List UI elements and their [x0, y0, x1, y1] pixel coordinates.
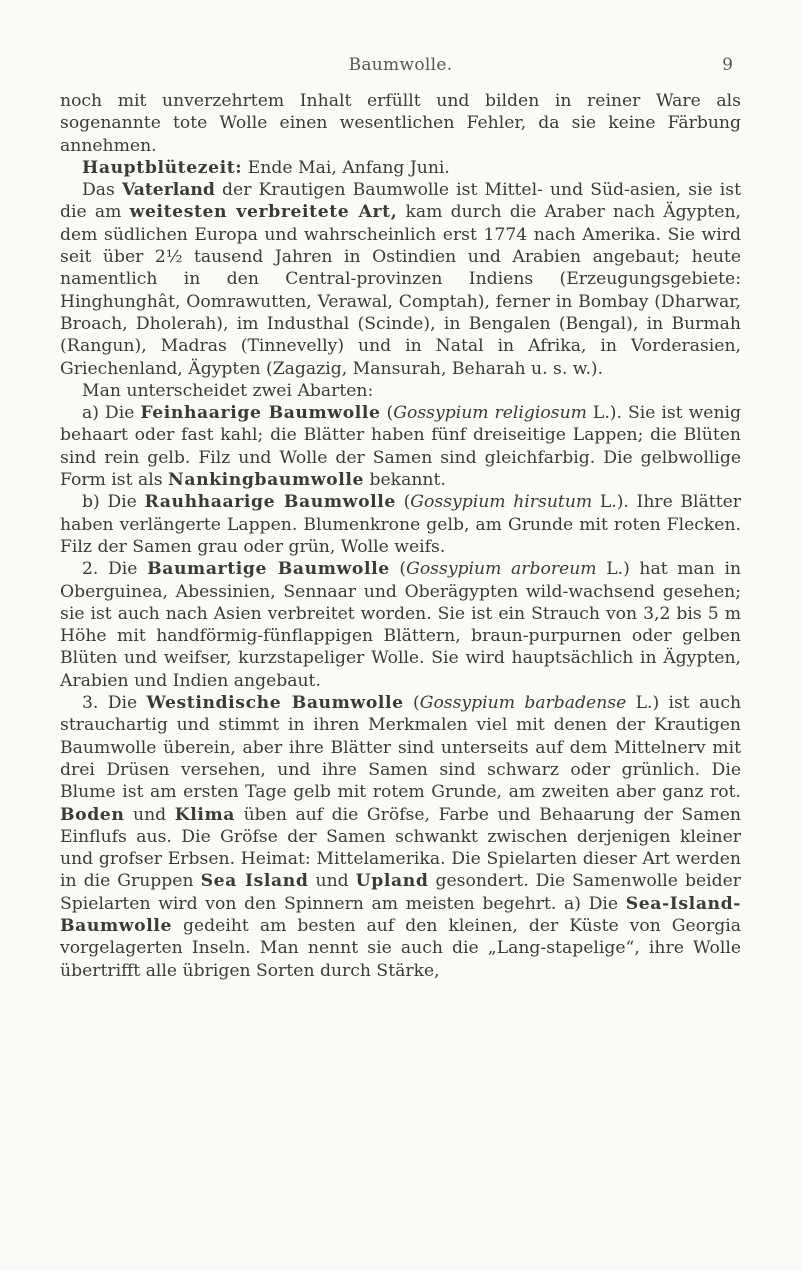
soil-term: Boden — [60, 804, 125, 825]
widest-spread-term: weitesten verbreitete Art, — [129, 202, 398, 223]
variety-a-latin: Gossypium religiosum — [393, 403, 587, 424]
paragraph-varieties-intro: Man unterscheidet zwei Abarten: — [82, 380, 374, 401]
section-3-name: Westindische Baumwolle — [146, 693, 404, 714]
text-run: der Krautigen Baumwolle ist Mittel- und Süd-asien, sie ist die am — [60, 180, 742, 223]
text-run: ( — [403, 693, 420, 714]
paragraph-section-3 — [60, 692, 741, 982]
paragraph-section-2 — [60, 558, 741, 692]
running-title: Baumwolle. — [348, 55, 453, 75]
text-run: b) Die — [82, 492, 145, 513]
paragraph-variety-b — [60, 491, 741, 558]
variety-b-name: Rauhhaarige Baumwolle — [144, 492, 396, 513]
text-run: L.). — [586, 403, 622, 424]
section-2-name: Baumartige Baumwolle — [147, 559, 390, 580]
page-number: 9 — [722, 55, 733, 75]
text-run: ( — [380, 403, 394, 424]
sea-island-term: Sea Island — [200, 871, 309, 892]
body-text — [60, 90, 741, 982]
upland-term: Upland — [355, 871, 429, 892]
bloom-time-text: Ende Mai, Anfang Juni. — [242, 157, 450, 178]
variety-a-name: Feinhaarige Baumwolle — [140, 403, 381, 424]
text-run: gedeiht am besten auf den kleinen, der Küste von Georgia vorgelagerten Inseln. Man nennt sie auch die „Lang-stapelige“, ihre Wolle übertrifft alle übrigen Sorten durch Stärke, — [60, 915, 741, 981]
text-run: und — [124, 804, 175, 825]
homeland-term: Vaterland — [121, 180, 215, 201]
text-run: Sie ist wenig behaart oder fast kahl; die Blätter haben fünf dreiseitige Lappen; die Blüten sind rein gelb. Filz und Wolle der Samen sind gleichfarbig. Die gelbwollige Form ist als — [60, 403, 742, 491]
sea-island-cotton-term: Sea-Island-Baumwolle — [60, 893, 741, 936]
text-run: gesondert. Die Samenwolle beider Spielarten wird von den Spinnern am meisten begehrt. a) Die — [60, 871, 742, 914]
text-run: 2. Die — [82, 559, 148, 580]
text-run: L.). — [592, 492, 629, 513]
text-run: Ihre Blätter haben verlängerte Lappen. Blumenkrone gelb, am Grunde mit roten Flecken. Filz der Samen grau oder grün, Wolle weifs. — [60, 492, 741, 557]
text-run: L.) — [596, 559, 630, 580]
paragraph-bloom-time — [60, 157, 741, 179]
text-run: und — [308, 871, 356, 892]
text-run: ( — [395, 492, 411, 513]
text-run: bekannt. — [364, 470, 446, 491]
text-run: ist auch strauchartig und stimmt in ihren Merkmalen viel mit denen der Krautigen Baumwolle überein, aber ihre Blätter sind unterseits auf dem Mittelnerv mit drei Drüsen versehen, und ihre Samen sind schwarz oder grünlich. Die Blume ist am ersten Tage gelb mit rotem Grunde, am zweiten aber ganz rot. — [60, 693, 742, 803]
text-run: 3. Die — [82, 693, 147, 714]
bloom-time-heading: Hauptblütezeit: — [82, 157, 243, 178]
climate-term: Klima — [174, 804, 236, 825]
text-run: üben auf die Gröfse, Farbe und Behaarung der Samen Einflufs aus. Die Gröfse der Samen schwankt zwischen derjenigen kleiner und grofser Erbsen. Heimat: Mittelamerika. Die Spielarten dieser Art werden in die Gruppen — [60, 804, 741, 892]
section-3-latin: Gossypium barbadense — [419, 693, 627, 714]
text-run: hat man in Oberguinea, Abessinien, Sennaar und Oberägypten wild-wachsend gesehen; sie ist auch nach Asien verbreitet worden. Sie ist ein Strauch von 3,2 bis 5 m Höhe mit handförmig-fünflappigen Blättern, braun-purpurnen oder gelben Blüten und weifser, kurzstapeliger Wolle. Sie wird hauptsächlich in Ägypten, Arabien und Indien angebaut. — [60, 559, 742, 691]
paragraph-continuation: noch mit unverzehrtem Inhalt erfüllt und bilden in reiner Ware als sogenannte tote Wolle einen wesentlichen Fehler, da sie keine Färbung annehmen. — [60, 91, 741, 156]
variety-b-latin: Gossypium hirsutum — [410, 492, 593, 513]
nanking-term: Nankingbaumwolle — [168, 470, 365, 491]
text-run: kam durch die Araber nach Ägypten, dem südlichen Europa und wahrscheinlich erst 1774 nach Amerika. Sie wird seit über 2½ tausend Jahren in Ostindien und Arabien angebaut; heute namentlich in den Central-provinzen Indiens (Erzeugungsgebiete: Hinghunghât, Oomrawutten, Verawal, Comptah), ferner in Bombay (Dharwar, Broach, Dholerah), im Industhal (Scinde), in Bengalen (Bengal), in Burmah (Rangun), Madras (Tinnevelly) und in Natal in Afrika, in Vorderasien, Griechenland, Ägypten (Zagazig, Mansurah, Beharah u. s. w.). — [60, 202, 741, 379]
text-run: L.) — [626, 693, 660, 714]
text-run: Das — [82, 180, 122, 201]
paragraph-variety-a — [60, 402, 741, 491]
section-2-latin: Gossypium arboreum — [406, 559, 597, 580]
paragraph-homeland — [60, 179, 741, 380]
text-run: ( — [389, 559, 407, 580]
text-run: a) Die — [82, 403, 141, 424]
